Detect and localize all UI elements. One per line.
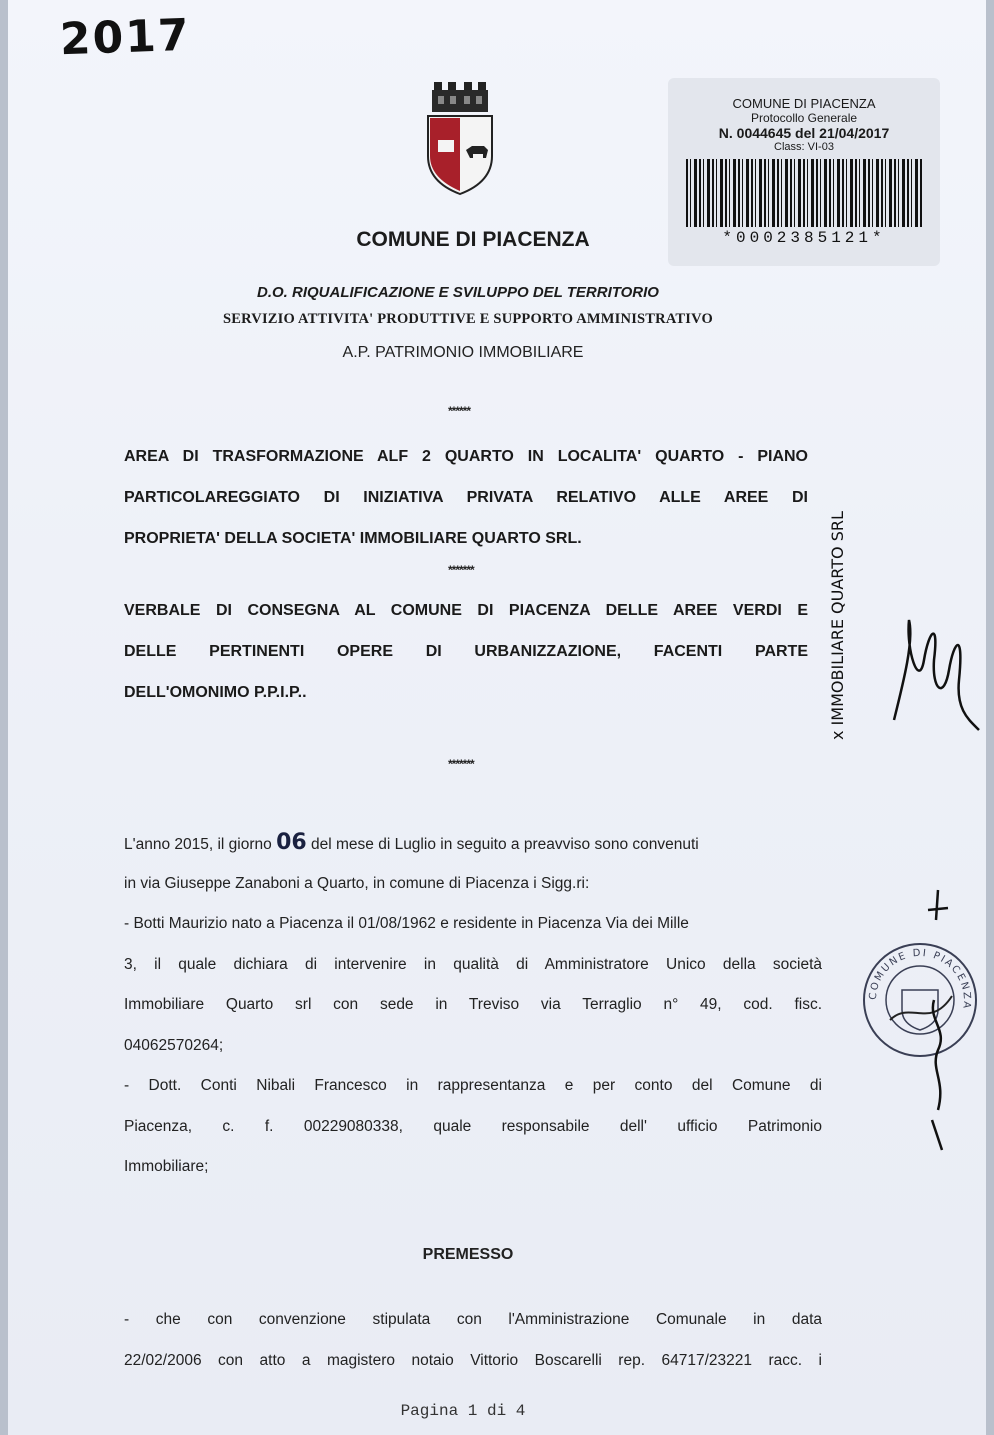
intro-line: Piacenza, c. f. 00229080338, quale responsabile dell' ufficio Patrimonio: [124, 1117, 822, 1135]
intro-line: - Botti Maurizio nato a Piacenza il 01/08/1962 e residente in Piacenza Via dei Mille: [124, 915, 689, 932]
protocol-stamp: [668, 78, 940, 266]
subject-line: PARTICOLAREGGIATO DI INIZIATIVA PRIVATA RELATIVO ALLE AREE DI: [124, 489, 808, 506]
premesso-line: 22/02/2006 con atto a magistero notaio Vittorio Boscarelli rep. 64717/23221 racc. i: [124, 1351, 822, 1369]
page-title: COMUNE DI PIACENZA: [356, 228, 590, 251]
verbale-block: [124, 590, 808, 713]
premesso-block: [124, 1300, 822, 1381]
intro-line-1: [124, 823, 822, 864]
handwritten-day: 06: [276, 830, 307, 855]
intro-line: 04062570264;: [124, 1036, 224, 1054]
signature-icon: [884, 600, 984, 740]
premesso-heading: PREMESSO: [422, 1246, 514, 1263]
stamp-class: Class: VI-03: [774, 141, 834, 153]
intro-line: - Dott. Conti Nibali Francesco in rappresentanza e per conto del Comune di: [124, 1077, 822, 1094]
stamp-register: Protocollo Generale: [750, 111, 858, 125]
page-number: Pagina 1 di 4: [400, 1402, 526, 1420]
verbale-line: DELL'OMONIMO P.P.I.P..: [124, 684, 307, 701]
stamp-office: COMUNE DI PIACENZA: [732, 96, 876, 111]
seal-text: COMUNE DI PIACENZA: [867, 947, 973, 1011]
intro-line: Immobiliare;: [124, 1158, 209, 1175]
city-crest-icon: [420, 78, 500, 198]
intro-block: [124, 823, 822, 1188]
handwritten-year: 2017: [59, 9, 192, 66]
separator: *******: [448, 757, 474, 771]
barcode: [686, 159, 922, 227]
office: A.P. PATRIMONIO IMMOBILIARE: [342, 344, 584, 361]
subject-line: AREA DI TRASFORMAZIONE ALF 2 QUARTO IN LOCALITA' QUARTO - PIANO: [124, 448, 808, 465]
intro-line: Immobiliare Quarto srl con sede in Treviso via Terraglio n° 49, cod. fisc.: [124, 996, 822, 1013]
separator: *******: [448, 563, 474, 577]
intro-text: L'anno 2015, il giorno: [124, 836, 272, 853]
verbale-line: VERBALE DI CONSEGNA AL COMUNE DI PIACENZA DELLE AREE VERDI E: [124, 602, 808, 619]
separator: ******: [448, 404, 471, 418]
department: D.O. RIQUALIFICAZIONE E SVILUPPO DEL TERRITORIO: [257, 284, 659, 301]
stamp-protocol-number: N. 0044645 del 21/04/2017: [718, 125, 890, 141]
subject-line: PROPRIETA' DELLA SOCIETA' IMMOBILIARE QUARTO SRL.: [124, 530, 582, 547]
document-page: [8, 0, 986, 1435]
margin-signature-icon: [908, 880, 968, 1160]
intro-text: del mese di Luglio in seguito a preavviso sono convenuti: [311, 836, 699, 853]
subject-block: [124, 436, 808, 559]
handwritten-side-note: x IMMOBILIARE QUARTO SRL: [828, 511, 847, 740]
service: SERVIZIO ATTIVITA' PRODUTTIVE E SUPPORTO AMMINISTRATIVO: [222, 311, 714, 327]
premesso-line: - che con convenzione stipulata con l'Amministrazione Comunale in data: [124, 1311, 822, 1328]
intro-line: in via Giuseppe Zanaboni a Quarto, in comune di Piacenza i Sigg.ri:: [124, 874, 590, 892]
intro-line: 3, il quale dichiara di intervenire in qualità di Amministratore Unico della società: [124, 955, 822, 973]
verbale-line: DELLE PERTINENTI OPERE DI URBANIZZAZIONE, FACENTI PARTE: [124, 643, 808, 660]
barcode-number: *0002385121*: [722, 229, 886, 247]
